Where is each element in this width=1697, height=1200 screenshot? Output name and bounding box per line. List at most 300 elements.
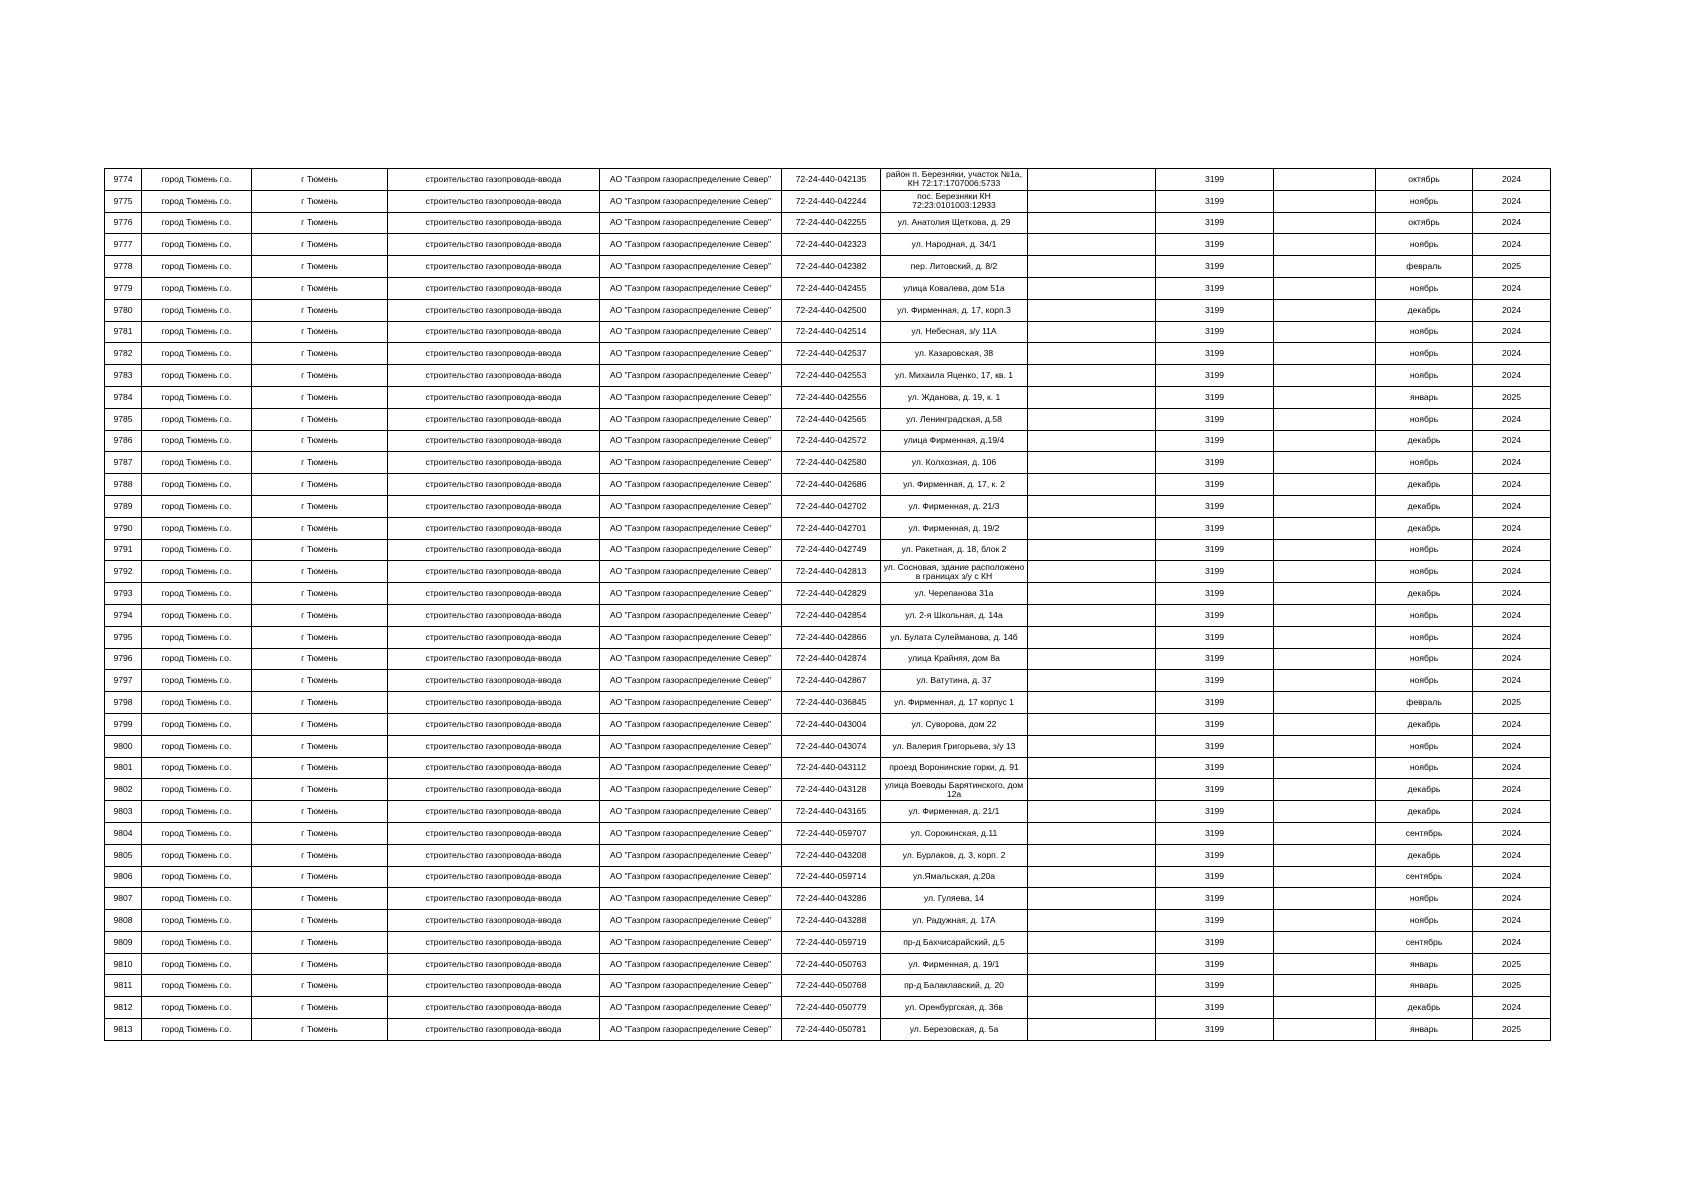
cell-organization: АО "Газпром газораспределение Север"	[600, 561, 782, 583]
cell-empty	[1028, 430, 1156, 452]
cell-request-code: 72-24-440-042323	[782, 234, 881, 256]
cell-month: декабрь	[1376, 997, 1473, 1019]
cell-work-type: строительство газопровода-ввода	[388, 822, 600, 844]
cell-row-number: 9785	[105, 408, 142, 430]
table-row	[105, 561, 1551, 583]
cell-locality: г Тюмень	[252, 452, 388, 474]
cell-row-number: 9777	[105, 234, 142, 256]
table-row	[105, 495, 1551, 517]
cell-year: 2024	[1473, 735, 1551, 757]
cell-year: 2024	[1473, 234, 1551, 256]
cell-month: декабрь	[1376, 517, 1473, 539]
cell-work-type: строительство газопровода-ввода	[388, 713, 600, 735]
cell-organization: АО "Газпром газораспределение Север"	[600, 888, 782, 910]
cell-organization: АО "Газпром газораспределение Север"	[600, 626, 782, 648]
table-row	[105, 975, 1551, 997]
cell-request-code: 72-24-440-043288	[782, 910, 881, 932]
cell-month: ноябрь	[1376, 670, 1473, 692]
cell-request-code: 72-24-440-059714	[782, 866, 881, 888]
table-row	[105, 517, 1551, 539]
cell-address: улица Воеводы Барятинского, дом 12а	[881, 779, 1028, 801]
cell-month: январь	[1376, 386, 1473, 408]
table-row	[105, 953, 1551, 975]
cell-request-code: 72-24-440-042500	[782, 299, 881, 321]
cell-month: ноябрь	[1376, 408, 1473, 430]
cell-address: ул. 2-я Школьная, д. 14а	[881, 604, 1028, 626]
cell-empty	[1028, 517, 1156, 539]
table-row	[105, 757, 1551, 779]
cell-amount: 3199	[1156, 975, 1274, 997]
cell-year: 2024	[1473, 169, 1551, 191]
cell-address: ул. Фирменная, д. 17, корп.3	[881, 299, 1028, 321]
cell-request-code: 72-24-440-042255	[782, 212, 881, 234]
cell-address: район п. Березняки, участок №1а, КН 72:17:1707006:5733	[881, 169, 1028, 191]
cell-month: октябрь	[1376, 169, 1473, 191]
cell-request-code: 72-24-440-042514	[782, 321, 881, 343]
cell-locality: г Тюмень	[252, 430, 388, 452]
cell-municipality: город Тюмень г.о.	[142, 539, 252, 561]
cell-address: ул. Ленинградская, д.58	[881, 408, 1028, 430]
cell-municipality: город Тюмень г.о.	[142, 866, 252, 888]
cell-empty	[1274, 539, 1376, 561]
cell-locality: г Тюмень	[252, 408, 388, 430]
cell-organization: АО "Газпром газораспределение Север"	[600, 735, 782, 757]
cell-request-code: 72-24-440-059707	[782, 822, 881, 844]
cell-organization: АО "Газпром газораспределение Север"	[600, 713, 782, 735]
cell-empty	[1274, 604, 1376, 626]
cell-municipality: город Тюмень г.о.	[142, 779, 252, 801]
cell-empty	[1028, 735, 1156, 757]
cell-amount: 3199	[1156, 256, 1274, 278]
table-row	[105, 910, 1551, 932]
cell-locality: г Тюмень	[252, 670, 388, 692]
cell-address: ул. Валерия Григорьева, з/у 13	[881, 735, 1028, 757]
cell-month: январь	[1376, 975, 1473, 997]
table-row	[105, 474, 1551, 496]
cell-address: ул. Гуляева, 14	[881, 888, 1028, 910]
cell-empty	[1274, 953, 1376, 975]
cell-address: ул. Оренбургская, д. 36в	[881, 997, 1028, 1019]
cell-work-type: строительство газопровода-ввода	[388, 386, 600, 408]
cell-row-number: 9800	[105, 735, 142, 757]
cell-work-type: строительство газопровода-ввода	[388, 430, 600, 452]
cell-year: 2025	[1473, 692, 1551, 714]
cell-address: ул. Радужная, д. 17А	[881, 910, 1028, 932]
cell-row-number: 9802	[105, 779, 142, 801]
cell-year: 2024	[1473, 583, 1551, 605]
cell-amount: 3199	[1156, 583, 1274, 605]
cell-empty	[1274, 212, 1376, 234]
cell-amount: 3199	[1156, 735, 1274, 757]
cell-year: 2024	[1473, 626, 1551, 648]
cell-month: ноябрь	[1376, 539, 1473, 561]
cell-empty	[1274, 713, 1376, 735]
table-row	[105, 779, 1551, 801]
cell-empty	[1274, 343, 1376, 365]
cell-amount: 3199	[1156, 408, 1274, 430]
cell-amount: 3199	[1156, 365, 1274, 387]
cell-organization: АО "Газпром газораспределение Север"	[600, 779, 782, 801]
cell-locality: г Тюмень	[252, 1019, 388, 1041]
cell-empty	[1028, 648, 1156, 670]
cell-locality: г Тюмень	[252, 299, 388, 321]
cell-municipality: город Тюмень г.о.	[142, 953, 252, 975]
cell-empty	[1274, 517, 1376, 539]
cell-work-type: строительство газопровода-ввода	[388, 408, 600, 430]
cell-empty	[1274, 997, 1376, 1019]
table-body	[105, 169, 1551, 1041]
cell-amount: 3199	[1156, 343, 1274, 365]
cell-work-type: строительство газопровода-ввода	[388, 648, 600, 670]
cell-empty	[1274, 648, 1376, 670]
cell-amount: 3199	[1156, 757, 1274, 779]
cell-row-number: 9782	[105, 343, 142, 365]
cell-locality: г Тюмень	[252, 757, 388, 779]
cell-municipality: город Тюмень г.о.	[142, 234, 252, 256]
spreadsheet-page	[104, 168, 1550, 1041]
cell-year: 2024	[1473, 430, 1551, 452]
cell-address: ул. Березовская, д. 5а	[881, 1019, 1028, 1041]
cell-locality: г Тюмень	[252, 888, 388, 910]
cell-empty	[1274, 452, 1376, 474]
cell-address: ул. Небесная, з/у 11А	[881, 321, 1028, 343]
cell-locality: г Тюмень	[252, 931, 388, 953]
cell-municipality: город Тюмень г.о.	[142, 299, 252, 321]
cell-work-type: строительство газопровода-ввода	[388, 234, 600, 256]
cell-row-number: 9813	[105, 1019, 142, 1041]
cell-empty	[1028, 452, 1156, 474]
cell-empty	[1028, 321, 1156, 343]
cell-empty	[1028, 386, 1156, 408]
cell-row-number: 9774	[105, 169, 142, 191]
cell-request-code: 72-24-440-042702	[782, 495, 881, 517]
cell-amount: 3199	[1156, 386, 1274, 408]
cell-request-code: 72-24-440-042867	[782, 670, 881, 692]
cell-address: ул. Булата Сулейманова, д. 14б	[881, 626, 1028, 648]
cell-organization: АО "Газпром газораспределение Север"	[600, 212, 782, 234]
cell-empty	[1028, 169, 1156, 191]
cell-request-code: 72-24-440-050779	[782, 997, 881, 1019]
cell-work-type: строительство газопровода-ввода	[388, 670, 600, 692]
cell-work-type: строительство газопровода-ввода	[388, 517, 600, 539]
cell-amount: 3199	[1156, 888, 1274, 910]
cell-month: февраль	[1376, 692, 1473, 714]
cell-locality: г Тюмень	[252, 626, 388, 648]
cell-empty	[1274, 277, 1376, 299]
cell-work-type: строительство газопровода-ввода	[388, 561, 600, 583]
cell-address: пос. Березняки КН 72:23:0101003:12933	[881, 190, 1028, 212]
cell-organization: АО "Газпром газораспределение Север"	[600, 299, 782, 321]
cell-row-number: 9795	[105, 626, 142, 648]
cell-municipality: город Тюмень г.о.	[142, 190, 252, 212]
cell-month: ноябрь	[1376, 626, 1473, 648]
cell-request-code: 72-24-440-042749	[782, 539, 881, 561]
cell-request-code: 72-24-440-050763	[782, 953, 881, 975]
cell-empty	[1274, 866, 1376, 888]
cell-request-code: 72-24-440-042537	[782, 343, 881, 365]
cell-work-type: строительство газопровода-ввода	[388, 626, 600, 648]
cell-row-number: 9786	[105, 430, 142, 452]
cell-empty	[1028, 495, 1156, 517]
cell-organization: АО "Газпром газораспределение Север"	[600, 757, 782, 779]
data-table	[104, 168, 1551, 1041]
cell-empty	[1274, 626, 1376, 648]
cell-locality: г Тюмень	[252, 648, 388, 670]
table-row	[105, 801, 1551, 823]
cell-row-number: 9812	[105, 997, 142, 1019]
cell-amount: 3199	[1156, 169, 1274, 191]
cell-municipality: город Тюмень г.о.	[142, 430, 252, 452]
cell-month: декабрь	[1376, 844, 1473, 866]
cell-work-type: строительство газопровода-ввода	[388, 365, 600, 387]
cell-empty	[1274, 779, 1376, 801]
cell-year: 2024	[1473, 670, 1551, 692]
cell-empty	[1028, 997, 1156, 1019]
cell-row-number: 9806	[105, 866, 142, 888]
cell-municipality: город Тюмень г.о.	[142, 256, 252, 278]
cell-amount: 3199	[1156, 844, 1274, 866]
cell-request-code: 72-24-440-043208	[782, 844, 881, 866]
cell-request-code: 72-24-440-042813	[782, 561, 881, 583]
cell-empty	[1274, 408, 1376, 430]
cell-month: декабрь	[1376, 801, 1473, 823]
cell-municipality: город Тюмень г.о.	[142, 495, 252, 517]
cell-empty	[1028, 1019, 1156, 1041]
table-row	[105, 343, 1551, 365]
cell-request-code: 72-24-440-042565	[782, 408, 881, 430]
cell-row-number: 9794	[105, 604, 142, 626]
cell-amount: 3199	[1156, 801, 1274, 823]
cell-organization: АО "Газпром газораспределение Север"	[600, 648, 782, 670]
cell-work-type: строительство газопровода-ввода	[388, 931, 600, 953]
cell-month: ноябрь	[1376, 234, 1473, 256]
cell-empty	[1028, 975, 1156, 997]
cell-locality: г Тюмень	[252, 365, 388, 387]
cell-month: ноябрь	[1376, 604, 1473, 626]
cell-municipality: город Тюмень г.о.	[142, 626, 252, 648]
cell-empty	[1028, 299, 1156, 321]
cell-row-number: 9784	[105, 386, 142, 408]
cell-month: ноябрь	[1376, 277, 1473, 299]
cell-municipality: город Тюмень г.о.	[142, 604, 252, 626]
cell-organization: АО "Газпром газораспределение Север"	[600, 953, 782, 975]
cell-request-code: 72-24-440-042854	[782, 604, 881, 626]
cell-organization: АО "Газпром газораспределение Север"	[600, 408, 782, 430]
cell-organization: АО "Газпром газораспределение Север"	[600, 517, 782, 539]
cell-row-number: 9807	[105, 888, 142, 910]
cell-empty	[1028, 931, 1156, 953]
cell-empty	[1274, 822, 1376, 844]
cell-municipality: город Тюмень г.о.	[142, 844, 252, 866]
table-row	[105, 583, 1551, 605]
cell-empty	[1274, 321, 1376, 343]
cell-year: 2025	[1473, 953, 1551, 975]
cell-empty	[1028, 844, 1156, 866]
cell-municipality: город Тюмень г.о.	[142, 277, 252, 299]
cell-organization: АО "Газпром газораспределение Север"	[600, 866, 782, 888]
cell-municipality: город Тюмень г.о.	[142, 343, 252, 365]
cell-municipality: город Тюмень г.о.	[142, 692, 252, 714]
cell-month: декабрь	[1376, 583, 1473, 605]
cell-year: 2024	[1473, 801, 1551, 823]
cell-organization: АО "Газпром газораспределение Север"	[600, 430, 782, 452]
cell-locality: г Тюмень	[252, 953, 388, 975]
cell-municipality: город Тюмень г.о.	[142, 517, 252, 539]
cell-amount: 3199	[1156, 495, 1274, 517]
cell-municipality: город Тюмень г.о.	[142, 408, 252, 430]
cell-amount: 3199	[1156, 561, 1274, 583]
cell-empty	[1028, 692, 1156, 714]
cell-row-number: 9776	[105, 212, 142, 234]
cell-work-type: строительство газопровода-ввода	[388, 1019, 600, 1041]
table-row	[105, 692, 1551, 714]
cell-month: ноябрь	[1376, 321, 1473, 343]
cell-municipality: город Тюмень г.о.	[142, 321, 252, 343]
cell-municipality: город Тюмень г.о.	[142, 169, 252, 191]
cell-address: пр-д Бахчисарайский, д.5	[881, 931, 1028, 953]
cell-locality: г Тюмень	[252, 866, 388, 888]
cell-amount: 3199	[1156, 953, 1274, 975]
cell-organization: АО "Газпром газораспределение Север"	[600, 583, 782, 605]
cell-organization: АО "Газпром газораспределение Север"	[600, 997, 782, 1019]
cell-row-number: 9799	[105, 713, 142, 735]
cell-year: 2024	[1473, 866, 1551, 888]
cell-municipality: город Тюмень г.о.	[142, 386, 252, 408]
cell-locality: г Тюмень	[252, 212, 388, 234]
cell-address: ул. Казаровская, 38	[881, 343, 1028, 365]
cell-amount: 3199	[1156, 234, 1274, 256]
cell-address: проезд Воронинские горки, д. 91	[881, 757, 1028, 779]
cell-year: 2024	[1473, 888, 1551, 910]
cell-month: ноябрь	[1376, 190, 1473, 212]
cell-work-type: строительство газопровода-ввода	[388, 495, 600, 517]
cell-empty	[1028, 583, 1156, 605]
cell-request-code: 72-24-440-042455	[782, 277, 881, 299]
cell-amount: 3199	[1156, 430, 1274, 452]
cell-empty	[1028, 408, 1156, 430]
cell-request-code: 72-24-440-042580	[782, 452, 881, 474]
cell-row-number: 9778	[105, 256, 142, 278]
cell-request-code: 72-24-440-042382	[782, 256, 881, 278]
cell-address: пр-д Балаклавский, д. 20	[881, 975, 1028, 997]
cell-request-code: 72-24-440-042874	[782, 648, 881, 670]
cell-month: ноябрь	[1376, 365, 1473, 387]
cell-municipality: город Тюмень г.о.	[142, 583, 252, 605]
cell-row-number: 9808	[105, 910, 142, 932]
cell-address: ул. Жданова, д. 19, к. 1	[881, 386, 1028, 408]
cell-request-code: 72-24-440-043286	[782, 888, 881, 910]
cell-locality: г Тюмень	[252, 321, 388, 343]
cell-request-code: 72-24-440-042244	[782, 190, 881, 212]
cell-municipality: город Тюмень г.о.	[142, 561, 252, 583]
cell-empty	[1028, 953, 1156, 975]
cell-request-code: 72-24-440-043112	[782, 757, 881, 779]
cell-month: декабрь	[1376, 430, 1473, 452]
cell-municipality: город Тюмень г.о.	[142, 212, 252, 234]
cell-address: ул. Бурлаков, д. 3, корп. 2	[881, 844, 1028, 866]
cell-empty	[1274, 910, 1376, 932]
cell-month: сентябрь	[1376, 822, 1473, 844]
table-row	[105, 648, 1551, 670]
cell-municipality: город Тюмень г.о.	[142, 931, 252, 953]
cell-year: 2024	[1473, 648, 1551, 670]
cell-municipality: город Тюмень г.о.	[142, 735, 252, 757]
cell-month: декабрь	[1376, 299, 1473, 321]
cell-municipality: город Тюмень г.о.	[142, 757, 252, 779]
cell-organization: АО "Газпром газораспределение Север"	[600, 365, 782, 387]
cell-address: ул. Ракетная, д. 18, блок 2	[881, 539, 1028, 561]
table-row	[105, 997, 1551, 1019]
cell-empty	[1274, 975, 1376, 997]
cell-locality: г Тюмень	[252, 474, 388, 496]
cell-request-code: 72-24-440-042829	[782, 583, 881, 605]
cell-month: сентябрь	[1376, 931, 1473, 953]
cell-month: февраль	[1376, 256, 1473, 278]
table-row	[105, 277, 1551, 299]
cell-row-number: 9792	[105, 561, 142, 583]
cell-empty	[1028, 277, 1156, 299]
cell-organization: АО "Газпром газораспределение Север"	[600, 692, 782, 714]
cell-organization: АО "Газпром газораспределение Север"	[600, 386, 782, 408]
cell-empty	[1028, 670, 1156, 692]
cell-organization: АО "Газпром газораспределение Север"	[600, 277, 782, 299]
table-row	[105, 256, 1551, 278]
cell-locality: г Тюмень	[252, 561, 388, 583]
cell-empty	[1274, 757, 1376, 779]
cell-locality: г Тюмень	[252, 169, 388, 191]
cell-municipality: город Тюмень г.о.	[142, 822, 252, 844]
cell-organization: АО "Газпром газораспределение Север"	[600, 474, 782, 496]
cell-address: ул. Михаила Яценко, 17, кв. 1	[881, 365, 1028, 387]
cell-locality: г Тюмень	[252, 277, 388, 299]
cell-row-number: 9793	[105, 583, 142, 605]
cell-locality: г Тюмень	[252, 822, 388, 844]
cell-organization: АО "Газпром газораспределение Север"	[600, 495, 782, 517]
cell-address: ул. Сорокинская, д.11	[881, 822, 1028, 844]
cell-amount: 3199	[1156, 713, 1274, 735]
cell-year: 2024	[1473, 365, 1551, 387]
cell-empty	[1028, 626, 1156, 648]
cell-year: 2025	[1473, 975, 1551, 997]
table-row	[105, 735, 1551, 757]
cell-empty	[1274, 190, 1376, 212]
cell-row-number: 9803	[105, 801, 142, 823]
cell-empty	[1028, 822, 1156, 844]
cell-month: ноябрь	[1376, 735, 1473, 757]
cell-row-number: 9804	[105, 822, 142, 844]
cell-work-type: строительство газопровода-ввода	[388, 692, 600, 714]
cell-address: пер. Литовский, д. 8/2	[881, 256, 1028, 278]
cell-address: улица Крайняя, дом 8а	[881, 648, 1028, 670]
cell-work-type: строительство газопровода-ввода	[388, 910, 600, 932]
cell-row-number: 9791	[105, 539, 142, 561]
cell-locality: г Тюмень	[252, 910, 388, 932]
cell-amount: 3199	[1156, 822, 1274, 844]
cell-year: 2024	[1473, 277, 1551, 299]
cell-request-code: 72-24-440-042701	[782, 517, 881, 539]
cell-amount: 3199	[1156, 604, 1274, 626]
cell-amount: 3199	[1156, 997, 1274, 1019]
cell-empty	[1028, 757, 1156, 779]
cell-month: октябрь	[1376, 212, 1473, 234]
cell-year: 2024	[1473, 190, 1551, 212]
cell-address: ул. Сосновая, здание расположено в границах з/у с КН	[881, 561, 1028, 583]
table-row	[105, 386, 1551, 408]
cell-amount: 3199	[1156, 779, 1274, 801]
cell-empty	[1274, 670, 1376, 692]
cell-amount: 3199	[1156, 910, 1274, 932]
cell-address: ул. Фирменная, д. 21/3	[881, 495, 1028, 517]
